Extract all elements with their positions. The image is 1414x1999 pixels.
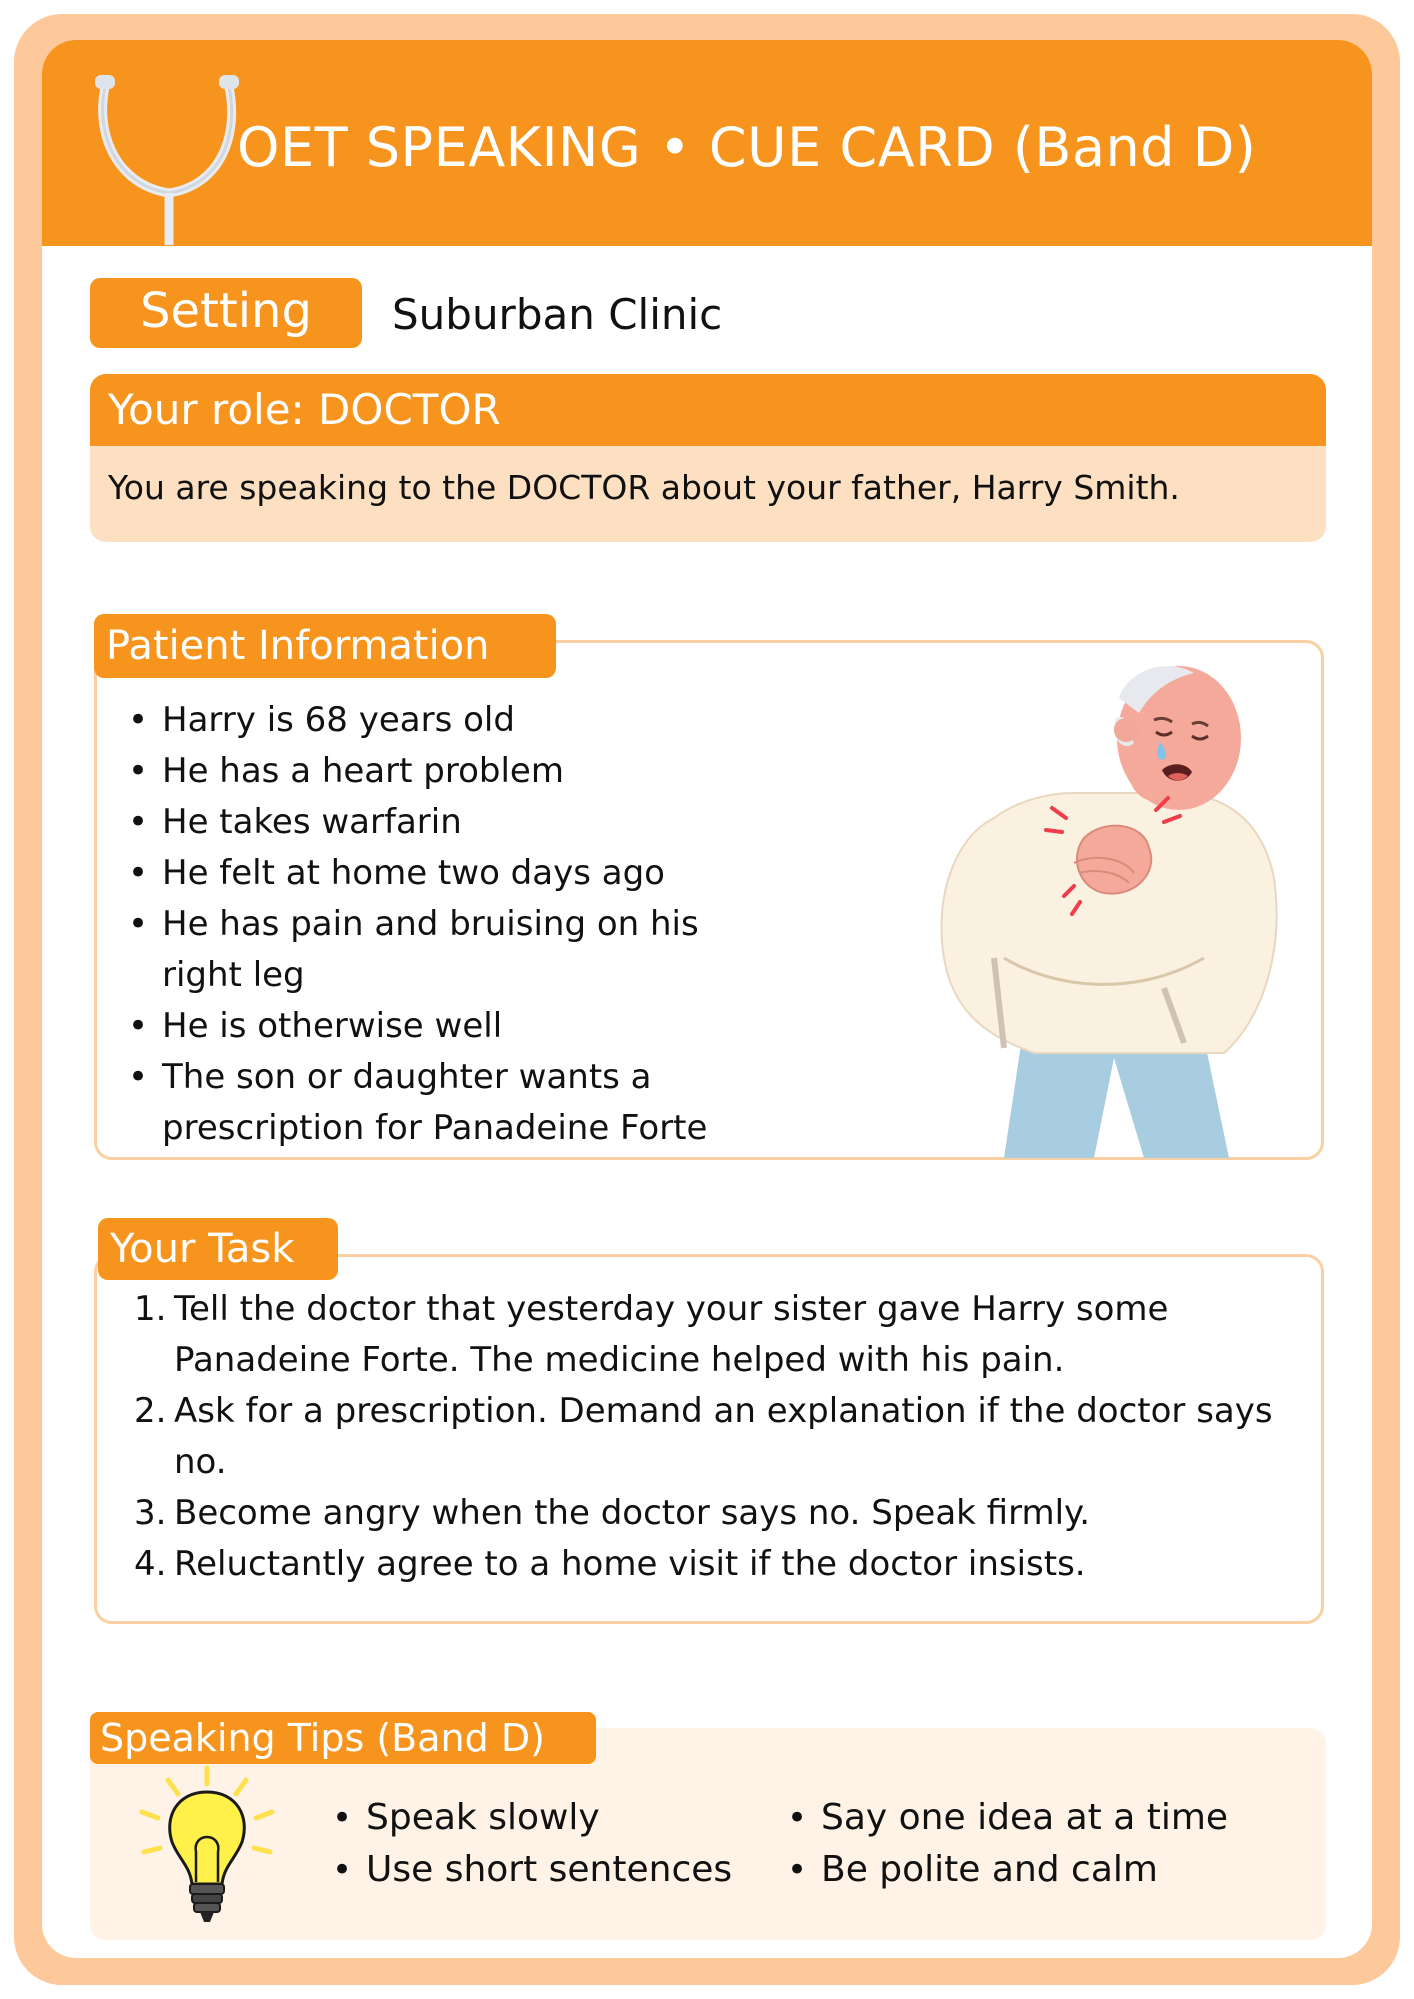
list-item: Tell the doctor that yesterday your sister gave Harry some Panadeine Forte. The medicine helped with his pain. <box>174 1289 1169 1380</box>
cue-card <box>42 40 1372 1958</box>
list-item: • The son or daughter wants a prescription for Panadeine Forte <box>128 1052 768 1154</box>
stethoscope-icon <box>87 65 247 245</box>
list-item: • Be polite and calm <box>787 1844 1228 1896</box>
list-item: • He takes warfarin <box>128 797 768 848</box>
list-item: • Use short sentences <box>332 1844 732 1896</box>
list-item: Ask for a prescription. Demand an explanation if the doctor says no. <box>174 1391 1273 1482</box>
list-item: • He is otherwise well <box>128 1001 768 1052</box>
tips-title: Speaking Tips (Band D) <box>90 1712 596 1764</box>
list-item: • Speak slowly <box>332 1792 732 1844</box>
list-item: • He felt at home two days ago <box>128 848 768 899</box>
role-description: You are speaking to the DOCTOR about your father, Harry Smith. <box>108 468 1180 507</box>
role-title: Your role: DOCTOR <box>90 374 1326 446</box>
list-item: • Say one idea at a time <box>787 1792 1228 1844</box>
elderly-man-illustration <box>934 658 1324 1158</box>
patient-info-title: Patient Information <box>94 614 556 678</box>
task-title: Your Task <box>98 1218 338 1280</box>
list-item: Reluctantly agree to a home visit if the doctor insists. <box>174 1544 1086 1584</box>
tips-right-column <box>787 1792 1228 1896</box>
task-list <box>102 1284 1292 1590</box>
header <box>42 40 1372 246</box>
list-item: • He has pain and bruising on his right leg <box>128 899 768 1001</box>
lightbulb-icon <box>132 1762 282 1932</box>
setting-label: Setting <box>90 278 362 348</box>
page-title: OET SPEAKING • CUE CARD (Band D) <box>237 116 1257 179</box>
setting-value: Suburban Clinic <box>392 290 723 339</box>
list-item: Become angry when the doctor says no. Speak firmly. <box>174 1493 1091 1533</box>
tips-left-column <box>332 1792 732 1896</box>
list-item: • He has a heart problem <box>128 746 768 797</box>
role-box <box>90 374 1326 542</box>
patient-info-list <box>128 695 768 1154</box>
list-item: • Harry is 68 years old <box>128 695 768 746</box>
